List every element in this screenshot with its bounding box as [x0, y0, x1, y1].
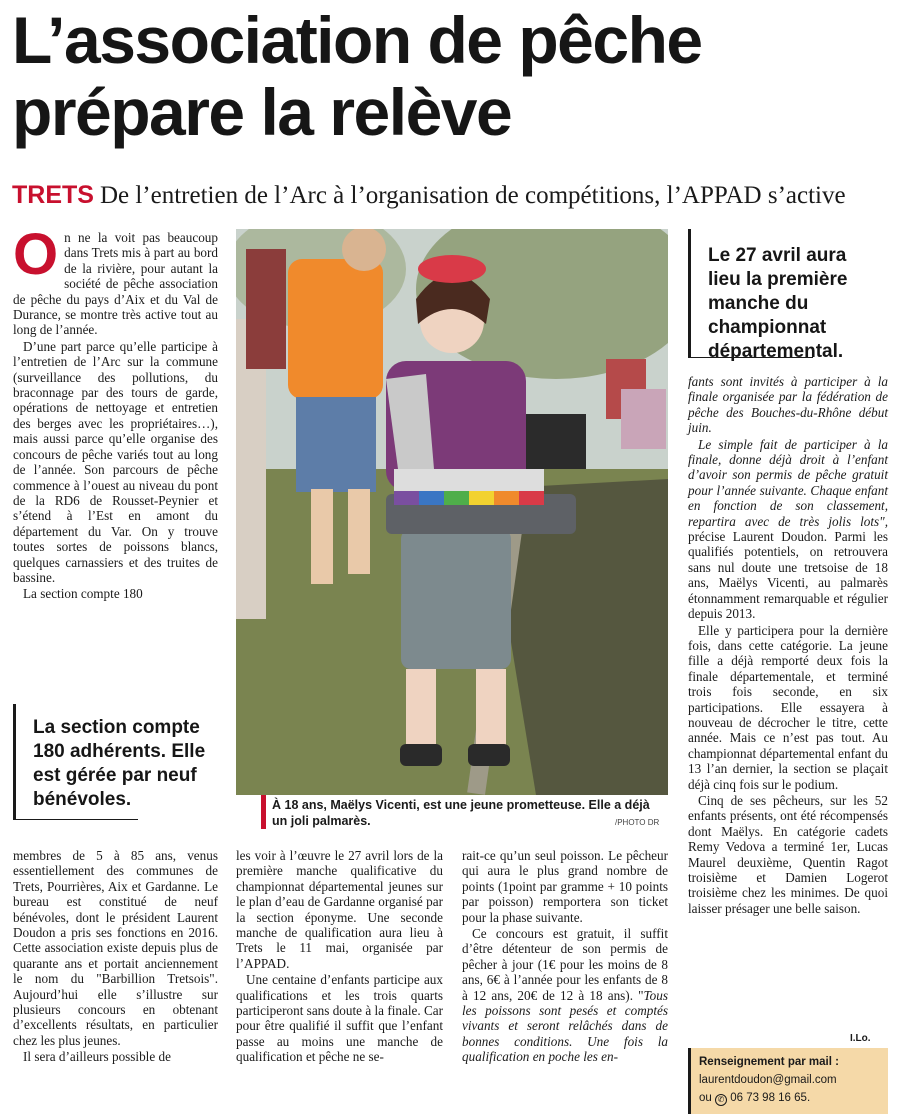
column-1-bottom — [13, 848, 218, 1066]
contact-phone-line — [699, 1089, 880, 1107]
paragraph: fants sont invités à participer à la finale organisée par la fédération de pêche des Bouches-du-Rhône début juin. — [688, 374, 888, 436]
paragraph: membres de 5 à 85 ans, venus essentiellement des communes de Trets, Pourrières, Aix et Gardanne. Le bureau est constitué de neuf bénévoles, dont le président Laurent Doudon a pris ses fonctions en 2016. Cette association existe depuis plus de quarante ans et portait anciennement le nom du "Barbillion Tretsois". Aujourd’hui elle s’illustre sur plusieurs concours en obtenant d’excellents résultats, en particulier chez les plus jeunes. — [13, 848, 218, 1048]
lead-paragraph: On ne la voit pas beaucoup dans Trets mis à part au bord de la rivière, pour autant la société de pêche association de pêche du pays d’Aix et du Val de Durance, se montre très active tout au long de l’année. — [13, 222, 218, 338]
paragraph: Ce concours est gratuit, il suffit d’être détenteur de son permis de pêcher à jour (1€ pour les moins de 8 ans, 6€ à l’année pour les enfants de 8 à 12 ans, 20€ de 12 à 18 ans). "Tous les poissons sont pesés et comptés vivants et seront relâchés dans de bonnes conditions. Une fois la qualification en poche les en- — [462, 926, 668, 1065]
photo-credit: /PHOTO DR — [615, 818, 660, 827]
subhead-text: De l’entretien de l’Arc à l’organisation de compétitions, l’APPAD s’active — [99, 182, 846, 209]
paragraph: Elle y participera pour la dernière fois, dans cette catégorie. La jeune fille a déjà remporté deux fois la finale départementale, et terminé trois fois seconde, en six participations. Elle essayera à nouveau de décrocher le titre, cette année. Mais ce n’est pas tout. Au championnat départemental enfant du 13 l’an dernier, la section se plaçait déjà cinq fois sur le podium. — [688, 622, 888, 792]
paragraph: D’une part parce qu’elle participe à l’entretien de l’Arc sur la commune (surveillance des pollutions, du braconnage par des tours de garde, opérations de nettoyage et entretien des berges avec les propriétaires…), mais aussi parce qu’elle organise des concours de pêche variés tout au long de l’année. Son parcours de pêche commence à l’ouest au niveau du pont de la RD6 de Rousset-Peynier et s’étend à l’Est en amont du département du Var. On y trouve toutes sortes de poissons blancs, quelques carnassiers et des truites de bassine. — [13, 338, 218, 585]
phone-icon: ✆ — [715, 1094, 727, 1106]
pull-quote-left: La section compte 180 adhérents. Elle est gérée par neuf bénévoles. — [13, 704, 218, 820]
photo-caption: À 18 ans, Maëlys Vicenti, est une jeune prometteuse. Elle a déjà un joli palmarès. — [272, 798, 650, 828]
column-3 — [462, 848, 668, 1066]
contact-box — [688, 1048, 888, 1114]
paragraph: rait-ce qu’un seul poisson. Le pêcheur qui aura le plus grand nombre de points (1point par gramme + 10 points par poisson) remportera son ticket pour la phase suivante. — [462, 848, 668, 925]
contact-label: Renseignement par mail : — [699, 1056, 839, 1068]
paragraph: Une centaine d’enfants participe aux qualifications et les trois quarts participeront sans doute à la finale. Car pour être qualifié il suffit que l’enfant passe au moins une manche de qualification et pêche ne se- — [236, 972, 443, 1065]
contact-email[interactable]: laurentdoudon@gmail.com — [699, 1074, 837, 1086]
column-1-top — [13, 222, 218, 603]
headline: L’association de pêche prépare la relève — [12, 3, 702, 149]
caption-accent-bar — [261, 795, 266, 829]
paragraph: La section compte 180 — [23, 586, 143, 602]
contact-phone[interactable]: 06 73 98 16 65. — [730, 1092, 811, 1104]
paragraph: Cinq de ses pêcheurs, sur les 52 enfants présents, ont été récompensés dont Maëlys. En catégorie cadets Remy Vedova a terminé 1er, Lucas Maurel deuxième, Quentin Ragot troisième et Damien Logerot troisième chez les minimes. De quoi laisser présager une belle saison. — [688, 792, 888, 916]
paragraph: Il sera d’ailleurs possible de — [23, 1049, 171, 1065]
kicker-location: TRETS — [12, 181, 94, 209]
drop-cap: O — [13, 222, 59, 287]
pull-quote-right: Le 27 avril aura lieu la première manche du championnat départemental. — [688, 229, 888, 358]
paragraph: Le simple fait de participer à la finale, donne déjà droit à l’enfant d’avoir son permis de pêche gratuit pour l’année suivante. Chaque enfant en fonction de son classement, repartira avec de très jolis lots", précise Laurent Doudon. Parmi les qualifiés potentiels, on retrouvera sans nul doute une tretsoise de 18 ans, Maëlys Vicenti, au palmarès étonnamment remarquable et régulier depuis 2013. — [688, 436, 888, 622]
photo-illustration — [236, 229, 668, 795]
column-2 — [236, 848, 443, 1066]
column-4 — [688, 374, 888, 917]
phone-prefix: ou — [699, 1092, 712, 1104]
paragraph: les voir à l’œuvre le 27 avril lors de la première manche qualificative du championnat départemental jeunes sur le plan d’eau de Gardanne organisé par la section éponyme. Une seconde manche de qualification aura lieu à Trets le 11 mai, organisée par l’APPAD. — [236, 848, 443, 971]
photo — [236, 229, 668, 795]
subheadline — [12, 180, 898, 211]
author-signature: I.Lo. — [850, 1033, 871, 1044]
